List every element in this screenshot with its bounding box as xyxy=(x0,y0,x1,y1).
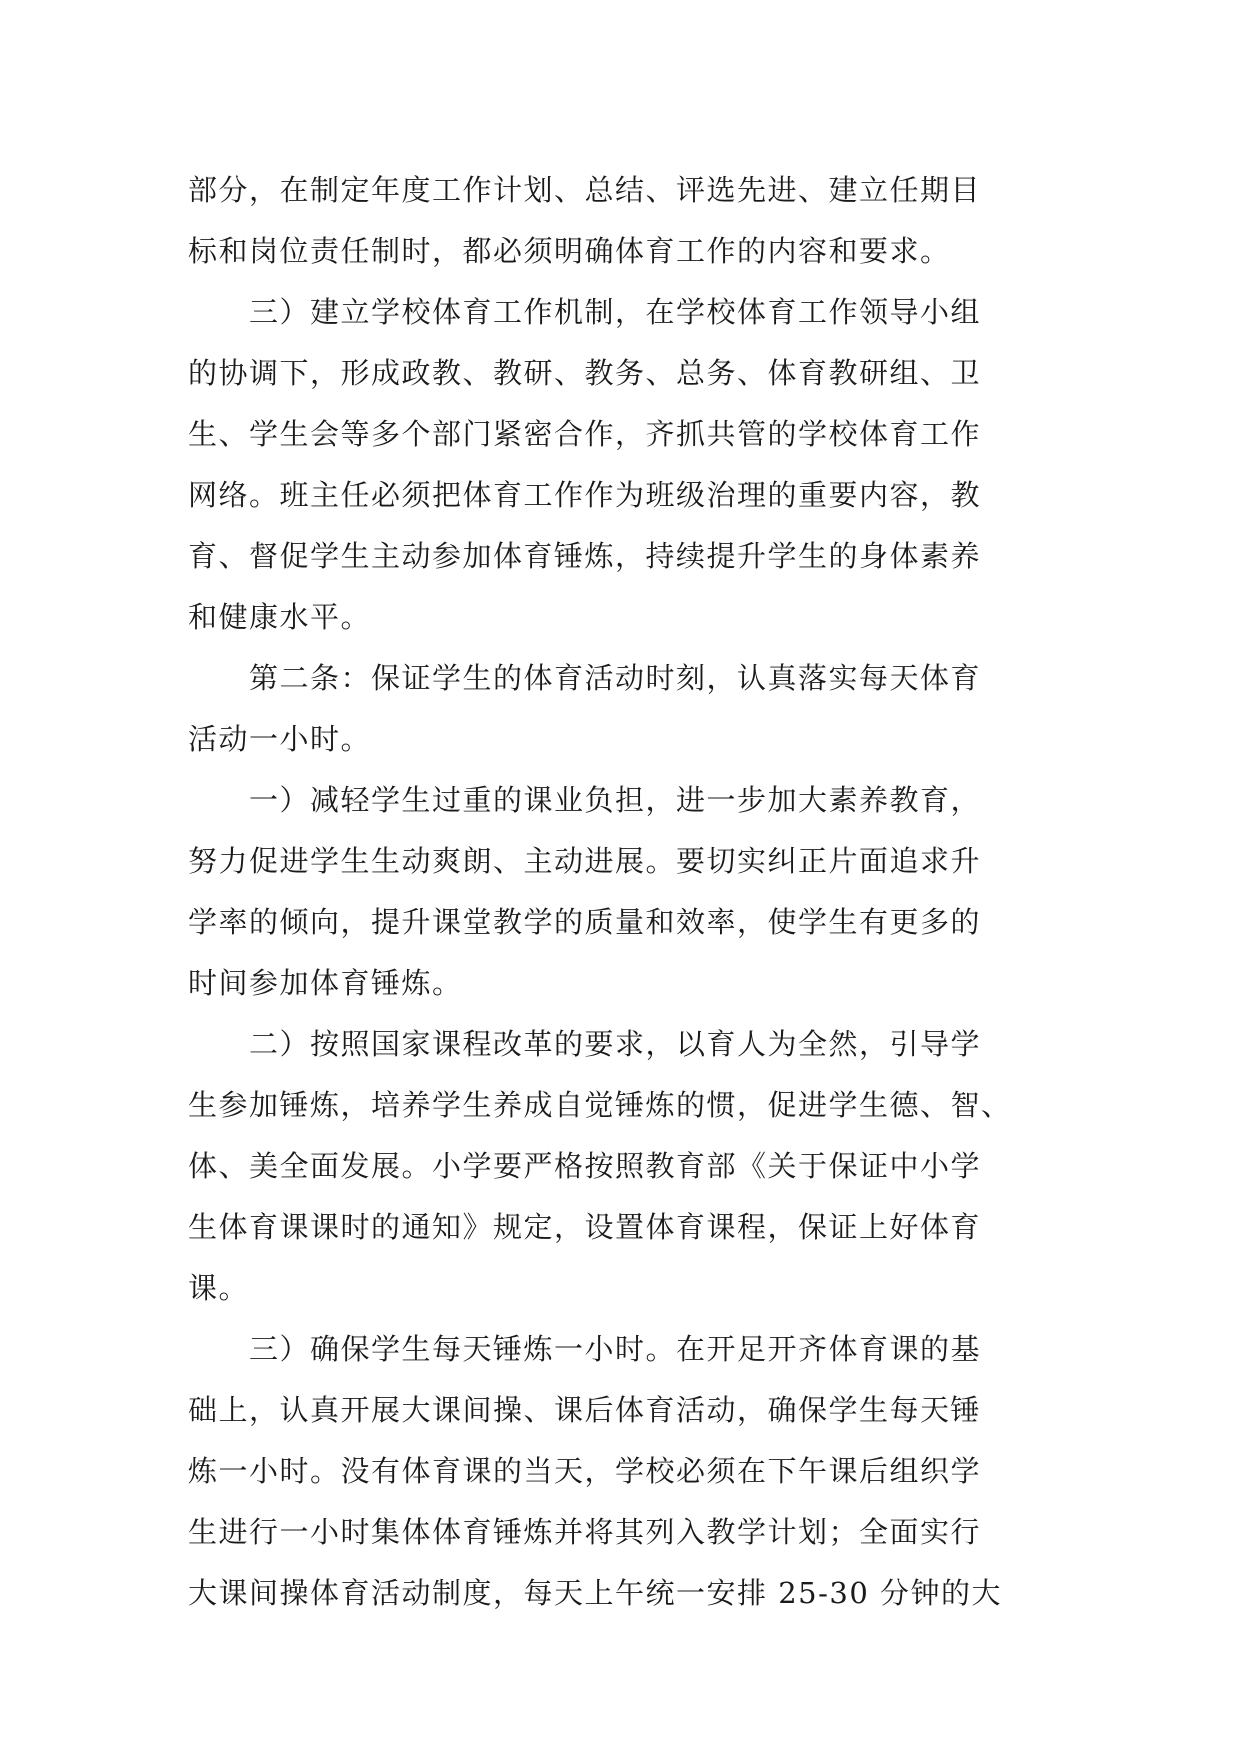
text-line: 础上，认真开展大课间操、课后体育活动，确保学生每天锤 xyxy=(188,1393,982,1427)
text-line: 标和岗位责任制时，都必须明确体育工作的内容和要求。 xyxy=(188,234,951,268)
text-line: 学率的倾向，提升课堂教学的质量和效率，使学生有更多的 xyxy=(188,905,982,939)
text-line: 活动一小时。 xyxy=(188,722,372,756)
text-line: 育、督促学生主动参加体育锤炼，持续提升学生的身体素养 xyxy=(188,539,982,573)
text-line: 课。 xyxy=(188,1271,250,1305)
text-line: 生、学生会等多个部门紧密合作，齐抓共管的学校体育工作 xyxy=(188,417,982,451)
text-line: 生参加锤炼，培养学生养成自觉锤炼的惯，促进学生德、智、 xyxy=(188,1088,1012,1122)
text-line: 三）确保学生每天锤炼一小时。在开足开齐体育课的基 xyxy=(188,1332,982,1366)
text-line: 三）建立学校体育工作机制，在学校体育工作领导小组 xyxy=(188,295,982,329)
text-line: 体、美全面发展。小学要严格按照教育部《关于保证中小学 xyxy=(188,1149,982,1183)
text-line: 部分，在制定年度工作计划、总结、评选先进、建立任期目 xyxy=(188,173,982,207)
text-line: 生体育课课时的通知》规定，设置体育课程，保证上好体育 xyxy=(188,1210,982,1244)
text-line: 网络。班主任必须把体育工作作为班级治理的重要内容，教 xyxy=(188,478,982,512)
document-body xyxy=(188,160,1068,1624)
text-line: 一）减轻学生过重的课业负担，进一步加大素养教育， xyxy=(188,783,982,817)
text-line: 生进行一小时集体体育锤炼并将其列入教学计划；全面实行 xyxy=(188,1515,982,1549)
text-line: 炼一小时。没有体育课的当天，学校必须在下午课后组织学 xyxy=(188,1454,982,1488)
text-line: 大课间操体育活动制度，每天上午统一安排 25-30 分钟的大 xyxy=(188,1576,1003,1610)
text-line: 努力促进学生生动爽朗、主动进展。要切实纠正片面追求升 xyxy=(188,844,982,878)
text-line: 二）按照国家课程改革的要求，以育人为全然，引导学 xyxy=(188,1027,982,1061)
text-line: 和健康水平。 xyxy=(188,600,372,634)
text-line: 的协调下，形成政教、教研、教务、总务、体育教研组、卫 xyxy=(188,356,982,390)
text-line: 时间参加体育锤炼。 xyxy=(188,966,463,1000)
text-line: 第二条：保证学生的体育活动时刻，认真落实每天体育 xyxy=(188,661,982,695)
